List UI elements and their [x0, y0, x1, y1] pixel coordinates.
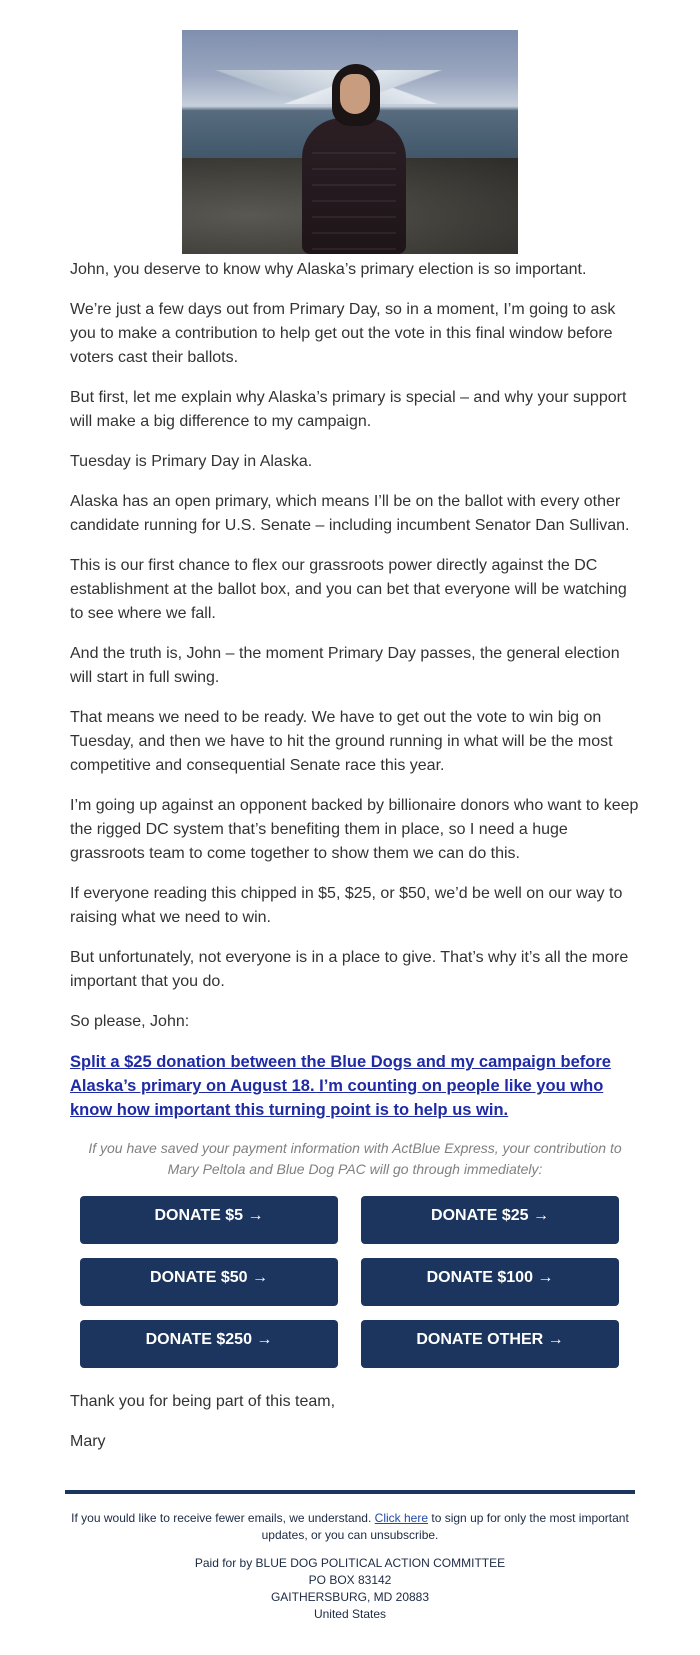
candidate-photo: [182, 30, 518, 254]
signature: Mary: [70, 1433, 106, 1450]
fewer-emails-suffix: to sign up for only the most important updates, or you can unsubscribe.: [261, 1511, 629, 1542]
paragraph: So please, John:: [70, 1013, 190, 1030]
person-figure: [294, 64, 414, 254]
face-shape: [340, 74, 370, 114]
paragraph: Tuesday is Primary Day in Alaska.: [70, 453, 313, 470]
footer: [65, 1510, 635, 1623]
donation-cta-link[interactable]: Split a $25 donation between the Blue Dogs and my campaign before Alaska’s primary on August 18. I’m counting on people like you who know how important this turning point is to help us win.: [70, 1053, 611, 1119]
donate-25-button[interactable]: DONATE $25 →: [361, 1196, 619, 1244]
closing-thanks: Thank you for being part of this team,: [70, 1393, 336, 1410]
paragraph: I’m going up against an opponent backed by billionaire donors who want to keep the rigged DC system that’s benefiting them in place, so I need a huge grassroots team to come together to show them we can do this.: [70, 797, 639, 862]
donate-5-button[interactable]: DONATE $5 →: [80, 1196, 338, 1244]
paragraph: John, you deserve to know why Alaska’s primary election is so important.: [70, 261, 587, 278]
donate-100-button[interactable]: DONATE $100 →: [361, 1258, 619, 1306]
paragraph: But first, let me explain why Alaska’s primary is special – and why your support will make a big difference to my campaign.: [70, 389, 627, 430]
paragraph: That means we need to be ready. We have to get out the vote to win big on Tuesday, and then we have to hit the ground running in what will be the most competitive and consequential Senate race this year.: [70, 709, 613, 774]
paid-line: PO BOX 83142: [308, 1573, 392, 1587]
fewer-emails-notice: [65, 1510, 635, 1544]
donate-250-button[interactable]: DONATE $250 →: [80, 1320, 338, 1368]
coat-shape: [302, 118, 406, 254]
closing: [70, 1390, 640, 1454]
footer-divider: [65, 1490, 635, 1494]
paid-line: Paid for by BLUE DOG POLITICAL ACTION COMMITTEE: [194, 1556, 506, 1570]
paragraph: We’re just a few days out from Primary Day, so in a moment, I’m going to ask you to make a contribution to help get out the vote in this final window before voters cast their ballots.: [70, 301, 616, 366]
paragraph: If everyone reading this chipped in $5, $25, or $50, we’d be well on our way to raising what we need to win.: [70, 885, 623, 926]
donate-button-grid: [80, 1196, 640, 1368]
paragraph: But unfortunately, not everyone is in a place to give. That’s why it’s all the more important that you do.: [70, 949, 629, 990]
donate-other-button[interactable]: DONATE OTHER →: [361, 1320, 619, 1368]
paragraph: Alaska has an open primary, which means I’ll be on the ballot with every other candidate running for U.S. Senate – including incumbent Senator Dan Sullivan.: [70, 493, 630, 534]
paid-for-disclaimer: [65, 1555, 635, 1623]
actblue-express-note: If you have saved your payment information with ActBlue Express, your contribution to Mary Peltola and Blue Dog PAC will go through immediately:: [88, 1140, 622, 1177]
paid-line: United States: [313, 1607, 387, 1621]
email-body: [70, 258, 640, 1470]
paid-line: GAITHERSBURG, MD 20883: [270, 1590, 430, 1604]
paragraph: This is our first chance to flex our grassroots power directly against the DC establishment at the ballot box, and you can bet that everyone will be watching to see where we fall.: [70, 557, 627, 622]
donate-50-button[interactable]: DONATE $50 →: [80, 1258, 338, 1306]
click-here-link[interactable]: Click here: [374, 1511, 429, 1525]
paragraph: And the truth is, John – the moment Primary Day passes, the general election will start in full swing.: [70, 645, 620, 686]
fewer-emails-prefix: If you would like to receive fewer emails, we understand.: [71, 1511, 372, 1525]
